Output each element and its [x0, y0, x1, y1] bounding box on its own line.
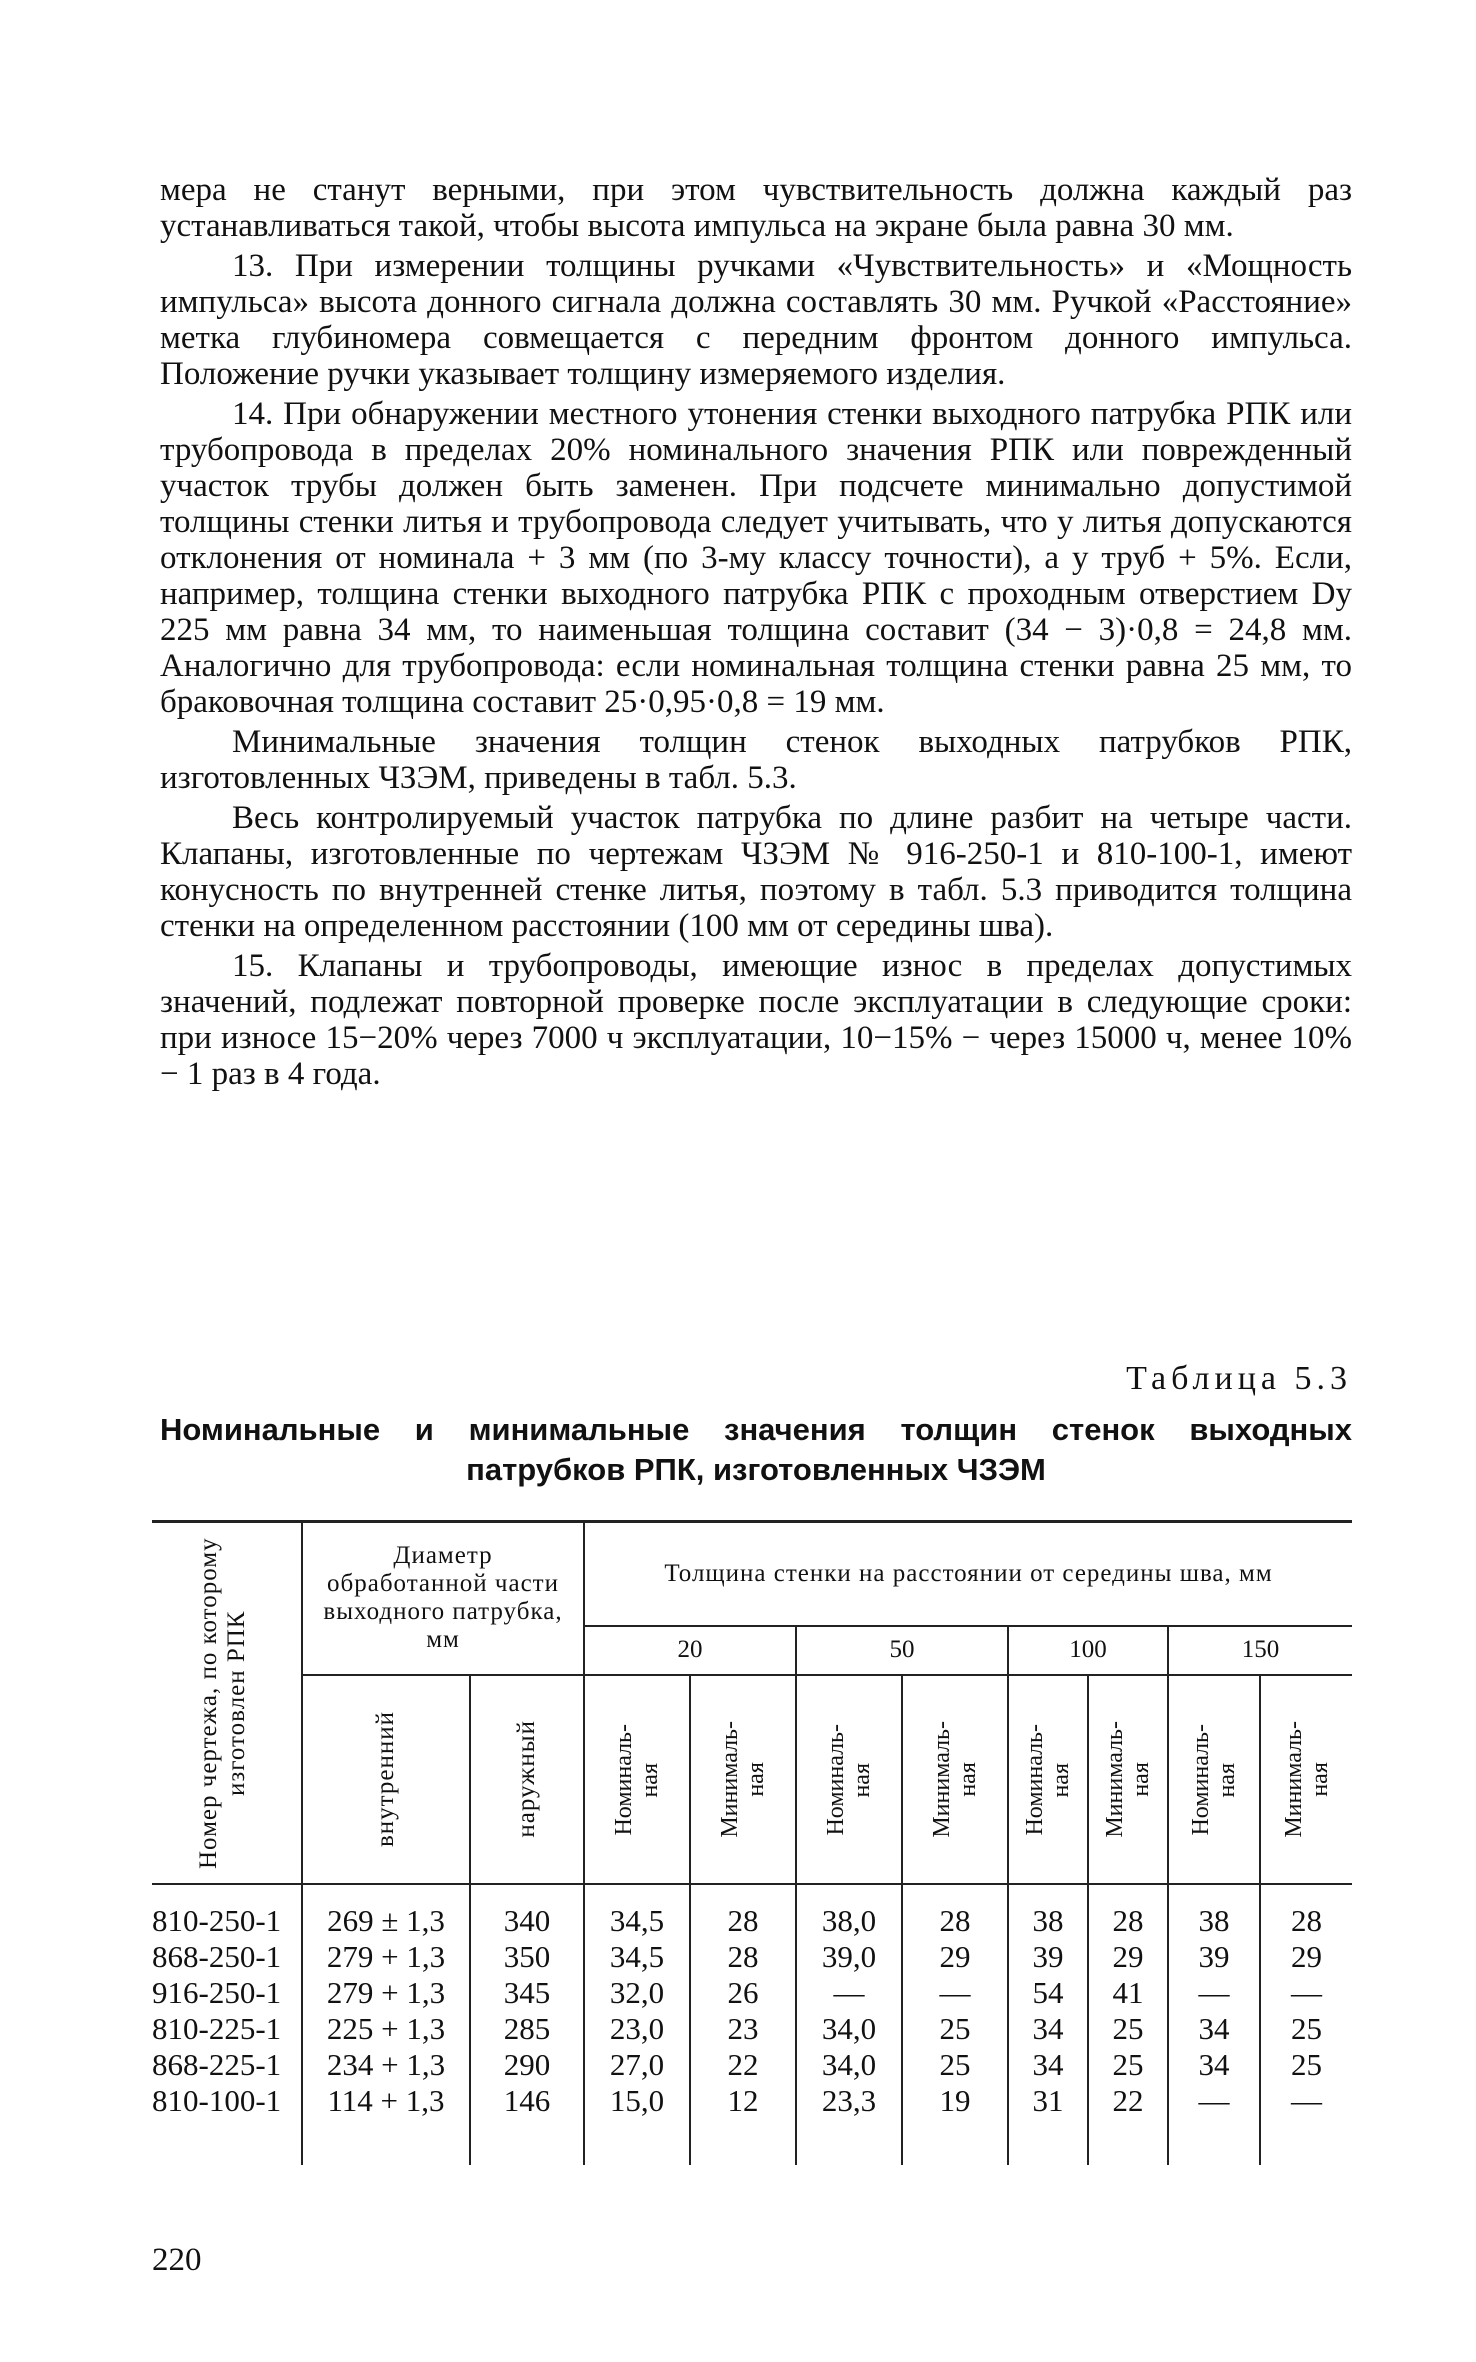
table-cell: 350 — [470, 1939, 584, 1975]
table-cell: — — [1260, 2083, 1352, 2119]
table-cell: 38 — [1008, 1903, 1088, 1939]
table-cell: — — [1168, 1975, 1260, 2011]
table-cell: 23,0 — [584, 2011, 690, 2047]
table-cell: 225 + 1,3 — [302, 2011, 470, 2047]
table-cell: 25 — [1088, 2011, 1168, 2047]
table-row — [152, 2047, 1352, 2083]
table-cell: 29 — [1088, 1939, 1168, 1975]
header-nominal-100: Номиналь- ная — [1008, 1675, 1088, 1884]
header-minimal-20: Минималь- ная — [690, 1675, 796, 1884]
table-cell: 34,0 — [796, 2047, 902, 2083]
table-cell: 38 — [1168, 1903, 1260, 1939]
table-cell: 34 — [1008, 2047, 1088, 2083]
table-cell: 54 — [1008, 1975, 1088, 2011]
header-nominal-150: Номиналь- ная — [1168, 1675, 1260, 1884]
table-cell: 12 — [690, 2083, 796, 2119]
table-cell: 19 — [902, 2083, 1008, 2119]
header-distance-100: 100 — [1008, 1626, 1168, 1674]
table-cell: — — [1260, 1975, 1352, 2011]
table-cell: 34,5 — [584, 1903, 690, 1939]
header-minimal-150: Минималь- ная — [1260, 1675, 1352, 1884]
table-cell: 15,0 — [584, 2083, 690, 2119]
table-cell: 285 — [470, 2011, 584, 2047]
table-cell: 34 — [1008, 2011, 1088, 2047]
table-cell: 39,0 — [796, 1939, 902, 1975]
paragraph-5: Весь контролируемый участок патрубка по длине разбит на четыре части. Клапаны, изготовленные по чертежам ЧЗЭМ № 916-250-1 и 810-100-1, имеют конусность по внутренней стенке литья, поэтому в табл. 5.3 приводится толщина стенки на определенном расстоянии (100 мм от середины шва). — [160, 800, 1352, 944]
table-cell: 146 — [470, 2083, 584, 2119]
header-outer: наружный — [470, 1675, 584, 1884]
table-cell: 23 — [690, 2011, 796, 2047]
table-cell: 868-225-1 — [152, 2047, 302, 2083]
header-diameter: Диаметр обработанной части выходного патрубка, мм — [302, 1522, 584, 1675]
table-cell: 34,5 — [584, 1939, 690, 1975]
table-cell: 25 — [902, 2047, 1008, 2083]
header-drawing-number: Номер чертежа, по которому изготовлен РПК — [152, 1522, 302, 1885]
table-cell: 810-100-1 — [152, 2083, 302, 2119]
table-label: Таблица 5.3 — [1126, 1360, 1352, 1397]
table-row — [152, 2083, 1352, 2119]
table-cell: 279 + 1,3 — [302, 1975, 470, 2011]
table-cell: 810-250-1 — [152, 1903, 302, 1939]
table-cell: 28 — [902, 1903, 1008, 1939]
table-cell: 25 — [902, 2011, 1008, 2047]
header-nominal-50: Номиналь- ная — [796, 1675, 902, 1884]
table-cell: — — [796, 1975, 902, 2011]
paragraph-2: 13. При измерении толщины ручками «Чувствительность» и «Мощность импульса» высота донного сигнала должна составлять 30 мм. Ручкой «Расстояние» метка глубиномера совмещается с передним фронтом донного импульса. Положение ручки указывает толщину измеряемого изделия. — [160, 248, 1352, 392]
header-thickness: Толщина стенки на расстоянии от середины шва, мм — [584, 1522, 1352, 1627]
table-cell: 234 + 1,3 — [302, 2047, 470, 2083]
table-cell: 28 — [1260, 1903, 1352, 1939]
header-minimal-50: Минималь- ная — [902, 1675, 1008, 1884]
table-cell: 279 + 1,3 — [302, 1939, 470, 1975]
header-nominal-20: Номиналь- ная — [584, 1675, 690, 1884]
table-cell: 39 — [1168, 1939, 1260, 1975]
table-cell: 41 — [1088, 1975, 1168, 2011]
table-cell: 23,3 — [796, 2083, 902, 2119]
table-cell: 34 — [1168, 2011, 1260, 2047]
table-cell: 22 — [1088, 2083, 1168, 2119]
table-cell: 345 — [470, 1975, 584, 2011]
table-row — [152, 1939, 1352, 1975]
paragraph-3: 14. При обнаружении местного утонения стенки выходного патрубка РПК или трубопровода в пределах 20% номинального значения РПК или поврежденный участок трубы должен быть заменен. При подсчете минимально допустимой толщины стенки литья и трубопровода следует учитывать, что у литья допускаются отклонения от номинала + 3 мм (по 3-му классу точности), а у труб + 5%. Если, например, толщина стенки выходного патрубка РПК с проходным отверстием Dу 225 мм равна 34 мм, то наименьшая толщина составит (34 − 3)·0,8 = 24,8 мм. Аналогично для трубопровода: если номинальная толщина стенки равна 25 мм, то браковочная толщина составит 25·0,95·0,8 = 19 мм. — [160, 396, 1352, 720]
table-cell: 39 — [1008, 1939, 1088, 1975]
table-cell: 25 — [1088, 2047, 1168, 2083]
table-cell: 28 — [1088, 1903, 1168, 1939]
table-row — [152, 2011, 1352, 2047]
table-cell: 26 — [690, 1975, 796, 2011]
header-distance-20: 20 — [584, 1626, 796, 1674]
table-cell: 32,0 — [584, 1975, 690, 2011]
paragraph-4: Минимальные значения толщин стенок выходных патрубков РПК, изготовленных ЧЗЭМ, приведены в табл. 5.3. — [160, 724, 1352, 796]
table-cell: 29 — [1260, 1939, 1352, 1975]
table-cell: 31 — [1008, 2083, 1088, 2119]
table-cell: — — [1168, 2083, 1260, 2119]
table-cell: 34,0 — [796, 2011, 902, 2047]
table-cell: 916-250-1 — [152, 1975, 302, 2011]
paragraph-6: 15. Клапаны и трубопроводы, имеющие износ в пределах допустимых значений, подлежат повторной проверке после эксплуатации в следующие сроки: при износе 15−20% через 7000 ч эксплуатации, 10−15% − через 15000 ч, менее 10% − 1 раз в 4 года. — [160, 948, 1352, 1092]
table-cell: 340 — [470, 1903, 584, 1939]
table-cell: 38,0 — [796, 1903, 902, 1939]
table-cell: 27,0 — [584, 2047, 690, 2083]
header-distance-50: 50 — [796, 1626, 1008, 1674]
text-body — [160, 172, 1352, 1096]
paragraph-1: мера не станут верными, при этом чувствительность должна каждый раз устанавливаться такой, чтобы высота импульса на экране была равна 30 мм. — [160, 172, 1352, 244]
table-cell: 868-250-1 — [152, 1939, 302, 1975]
table-cell: 25 — [1260, 2047, 1352, 2083]
thickness-table — [152, 1520, 1352, 2188]
table-cell: 28 — [690, 1903, 796, 1939]
table-cell: 34 — [1168, 2047, 1260, 2083]
table-cell: 269 ± 1,3 — [302, 1903, 470, 1939]
header-inner: внутренний — [302, 1675, 470, 1884]
table-cell: — — [902, 1975, 1008, 2011]
table-cell: 114 + 1,3 — [302, 2083, 470, 2119]
table-row — [152, 1975, 1352, 2011]
header-minimal-100: Минималь- ная — [1088, 1675, 1168, 1884]
table-cell: 25 — [1260, 2011, 1352, 2047]
table-cell: 28 — [690, 1939, 796, 1975]
table-cell: 22 — [690, 2047, 796, 2083]
table-title: Номинальные и минимальные значения толщин стенок выходных патрубков РПК, изготовленных ЧЗЭМ — [160, 1412, 1352, 1487]
page-number: 220 — [152, 2242, 202, 2278]
table-cell: 810-225-1 — [152, 2011, 302, 2047]
header-distance-150: 150 — [1168, 1626, 1352, 1674]
table-row — [152, 1903, 1352, 1939]
table-cell: 29 — [902, 1939, 1008, 1975]
table-cell: 290 — [470, 2047, 584, 2083]
